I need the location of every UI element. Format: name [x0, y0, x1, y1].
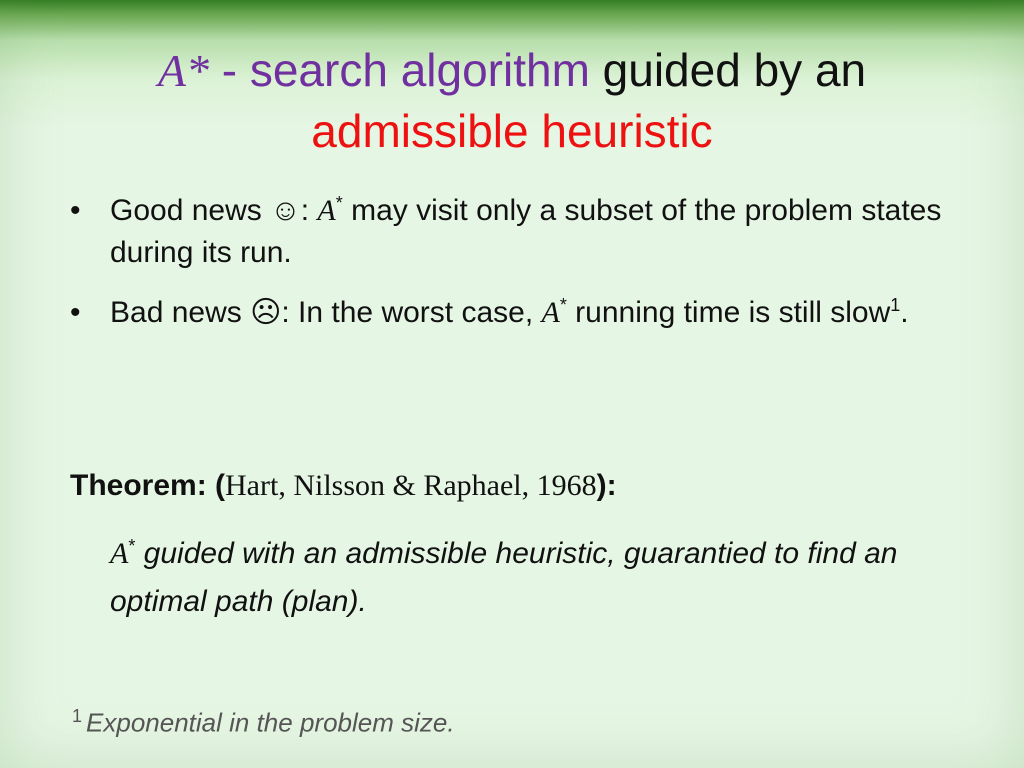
theorem-heading [70, 465, 617, 507]
theorem-label-prefix: Theorem: ( [70, 469, 226, 502]
bullet-list [68, 190, 998, 352]
footnote-reference: 1 [890, 295, 901, 315]
footnote-text: Exponential in the problem size. [86, 707, 455, 738]
slide-title [40, 40, 984, 161]
footnote [72, 706, 455, 739]
good-news-math-a: A [317, 194, 336, 227]
theorem-math-star: * [128, 536, 136, 556]
bullet-marker: • [70, 194, 81, 227]
good-news-prefix: Good news [110, 194, 271, 227]
bad-news-end: . [900, 296, 909, 329]
good-news-colon: : [300, 194, 318, 227]
title-admissible-heuristic: admissible heuristic [311, 105, 713, 157]
bullet-good-news [68, 190, 998, 274]
theorem-label-suffix: ): [596, 469, 617, 502]
title-search-algorithm: - search algorithm [208, 44, 590, 96]
title-guided-by: guided by an [589, 44, 867, 96]
bullet-bad-news [68, 292, 998, 334]
theorem-citation: Hart, Nilsson & Raphael, 1968 [225, 469, 597, 502]
bad-news-math-a: A [541, 296, 560, 329]
smiley-icon: ☺ [270, 194, 301, 227]
footnote-mark: 1 [72, 706, 83, 726]
frowny-icon: ☹ [250, 296, 282, 329]
bad-news-text: running time is still slow [566, 296, 891, 329]
bad-news-math-star: * [559, 295, 567, 315]
theorem-math-a: A [110, 537, 129, 570]
title-math-symbol: A* [157, 45, 209, 96]
theorem-statement [110, 530, 990, 626]
theorem-statement-text: guided with an admissible heuristic, guarantied to find an optimal path (plan). [110, 537, 898, 618]
bad-news-middle: : In the worst case, [281, 296, 542, 329]
good-news-text: may visit only a subset of the problem states during its run. [110, 194, 942, 269]
bullet-marker: • [70, 296, 81, 329]
good-news-math-star: * [335, 193, 343, 213]
bad-news-prefix: Bad news [110, 296, 251, 329]
